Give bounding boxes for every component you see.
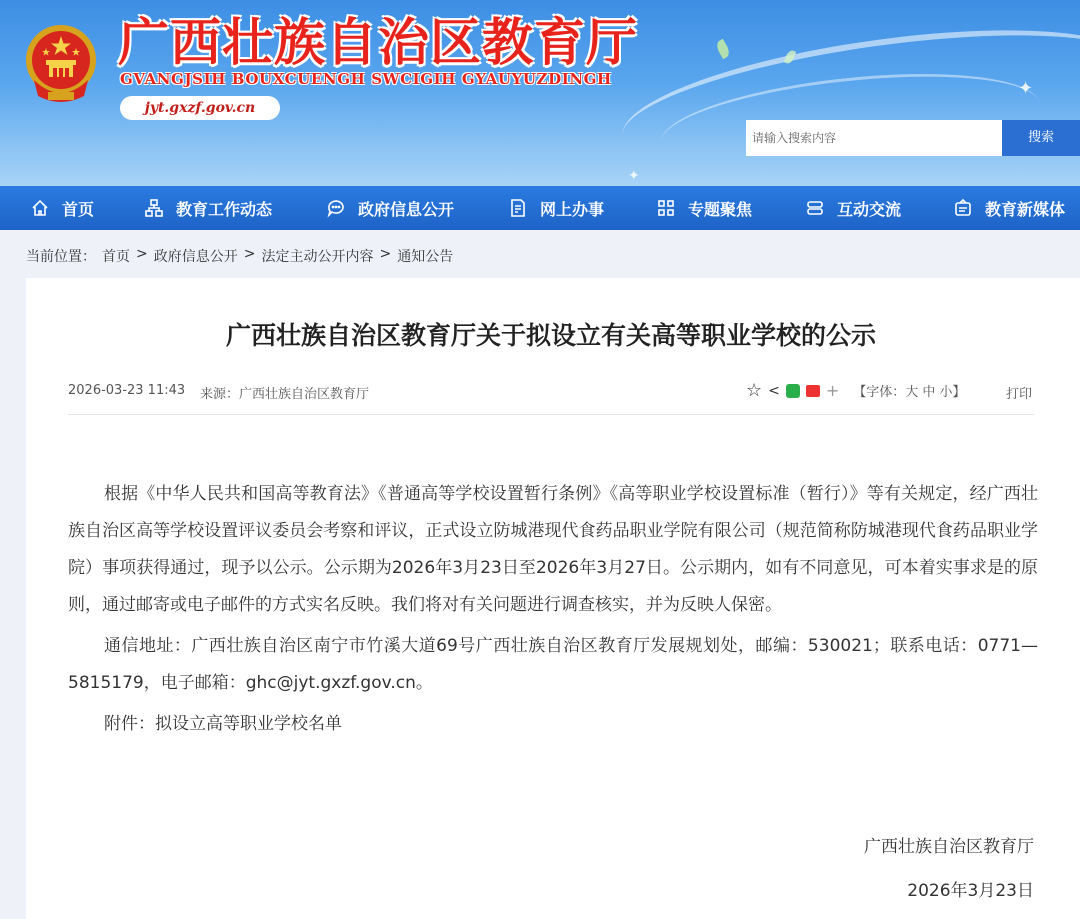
- nav-item-online-services[interactable]: [508, 186, 604, 230]
- article-source: 来源：广西壮族自治区教育厅: [200, 387, 370, 402]
- weibo-icon[interactable]: [806, 385, 820, 397]
- nav-item-new-media[interactable]: [953, 186, 1065, 230]
- media-icon: [953, 198, 973, 218]
- article-title: 广西壮族自治区教育厅关于拟设立有关高等职业学校的公示: [225, 321, 876, 350]
- national-emblem-icon: [22, 22, 100, 106]
- attachment-line[interactable]: 附件：拟设立高等职业学校名单: [104, 714, 342, 734]
- search-button[interactable]: 搜索: [1002, 120, 1080, 156]
- decor-leaf: [714, 39, 732, 60]
- decor-sparkle: ✦: [628, 168, 640, 184]
- breadcrumb-item-home[interactable]: 首页: [102, 249, 130, 265]
- chat-bubble-icon: [326, 198, 346, 218]
- grid-icon: [656, 198, 676, 218]
- breadcrumb-item-gov-info[interactable]: 政府信息公开: [153, 249, 238, 265]
- home-icon: [30, 198, 50, 218]
- print-link[interactable]: 打印: [1006, 387, 1033, 402]
- nav-item-label: 互动交流: [837, 199, 902, 219]
- breadcrumb-prefix: 当前位置：: [26, 249, 96, 265]
- nav-item-label: 教育新媒体: [985, 199, 1066, 219]
- nav-item-special-topics[interactable]: [656, 186, 752, 230]
- nav-item-home[interactable]: [30, 186, 94, 230]
- nav-item-label: 专题聚焦: [688, 199, 753, 219]
- body-paragraph: 根据《中华人民共和国高等教育法》《普通高等学校设置暂行条例》《高等职业学校设置标准（暂行）》等有关规定，经广西壮族自治区高等学校设置评议委员会考察和评议，正式设立防城港现代食药品职业学院有限公司（规范简称防城港现代食药品职业学院）事项获得通过，现予以公示。公示期为2026年3月23日至2026年3月27日。公示期内，如有不同意见，可本着实事求是的原则，通过邮寄或电子邮件的方式实名反映。我们将对有关问题进行调查核实，并为反映人保密。: [68, 484, 1038, 615]
- article-date: 2026-03-23 11:43: [68, 383, 186, 398]
- breadcrumb: [26, 246, 453, 266]
- favorite-star-icon[interactable]: ☆: [746, 380, 763, 401]
- nav-item-label: 网上办事: [540, 199, 605, 219]
- more-share-icon[interactable]: +: [825, 381, 840, 400]
- breadcrumb-item-notices[interactable]: 通知公告: [397, 249, 454, 265]
- nav-item-interaction[interactable]: [805, 186, 901, 230]
- share-icon[interactable]: <: [768, 382, 780, 399]
- signature-org: 广西壮族自治区教育厅: [864, 837, 1034, 857]
- article-tools: [746, 380, 966, 401]
- body-paragraph: 通信地址：广西壮族自治区南宁市竹溪大道69号广西壮族自治区教育厅发展规划处，邮编：530021；联系电话：0771—5815179，电子邮箱：ghc@jyt.gxzf.gov.cn。: [68, 636, 1038, 693]
- nav-item-label: 教育工作动态: [176, 199, 273, 219]
- signature-date: 2026年3月23日: [907, 881, 1034, 901]
- site-subtitle: GVANGJSIH BOUXCUENGH SWCIGIH GYAUYUZDINGH: [120, 70, 612, 88]
- nav-item-label: 政府信息公开: [358, 199, 455, 219]
- search-input[interactable]: 请输入搜索内容: [746, 120, 1002, 156]
- site-header: [0, 0, 1080, 186]
- breadcrumb-item-statutory[interactable]: 法定主动公开内容: [261, 249, 374, 265]
- wechat-icon[interactable]: [786, 384, 800, 398]
- nav-item-label: 首页: [62, 199, 95, 219]
- article-body: [68, 476, 1038, 743]
- site-title: 广西壮族自治区教育厅: [118, 13, 639, 73]
- document-edit-icon: [508, 198, 528, 218]
- breadcrumb-separator: >: [379, 246, 392, 262]
- breadcrumb-separator: >: [136, 246, 148, 262]
- divider: [68, 414, 1034, 415]
- main-nav: [0, 186, 1080, 230]
- breadcrumb-separator: >: [243, 246, 256, 262]
- nav-item-gov-info[interactable]: [326, 186, 454, 230]
- nav-item-education-news[interactable]: [144, 186, 272, 230]
- font-size-control[interactable]: 【字体：大 中 小】: [853, 385, 966, 400]
- site-domain[interactable]: jyt.gxzf.gov.cn: [120, 96, 280, 120]
- exchange-icon: [805, 198, 825, 218]
- decor-sparkle: ✦: [1018, 78, 1034, 99]
- org-chart-icon: [144, 198, 164, 218]
